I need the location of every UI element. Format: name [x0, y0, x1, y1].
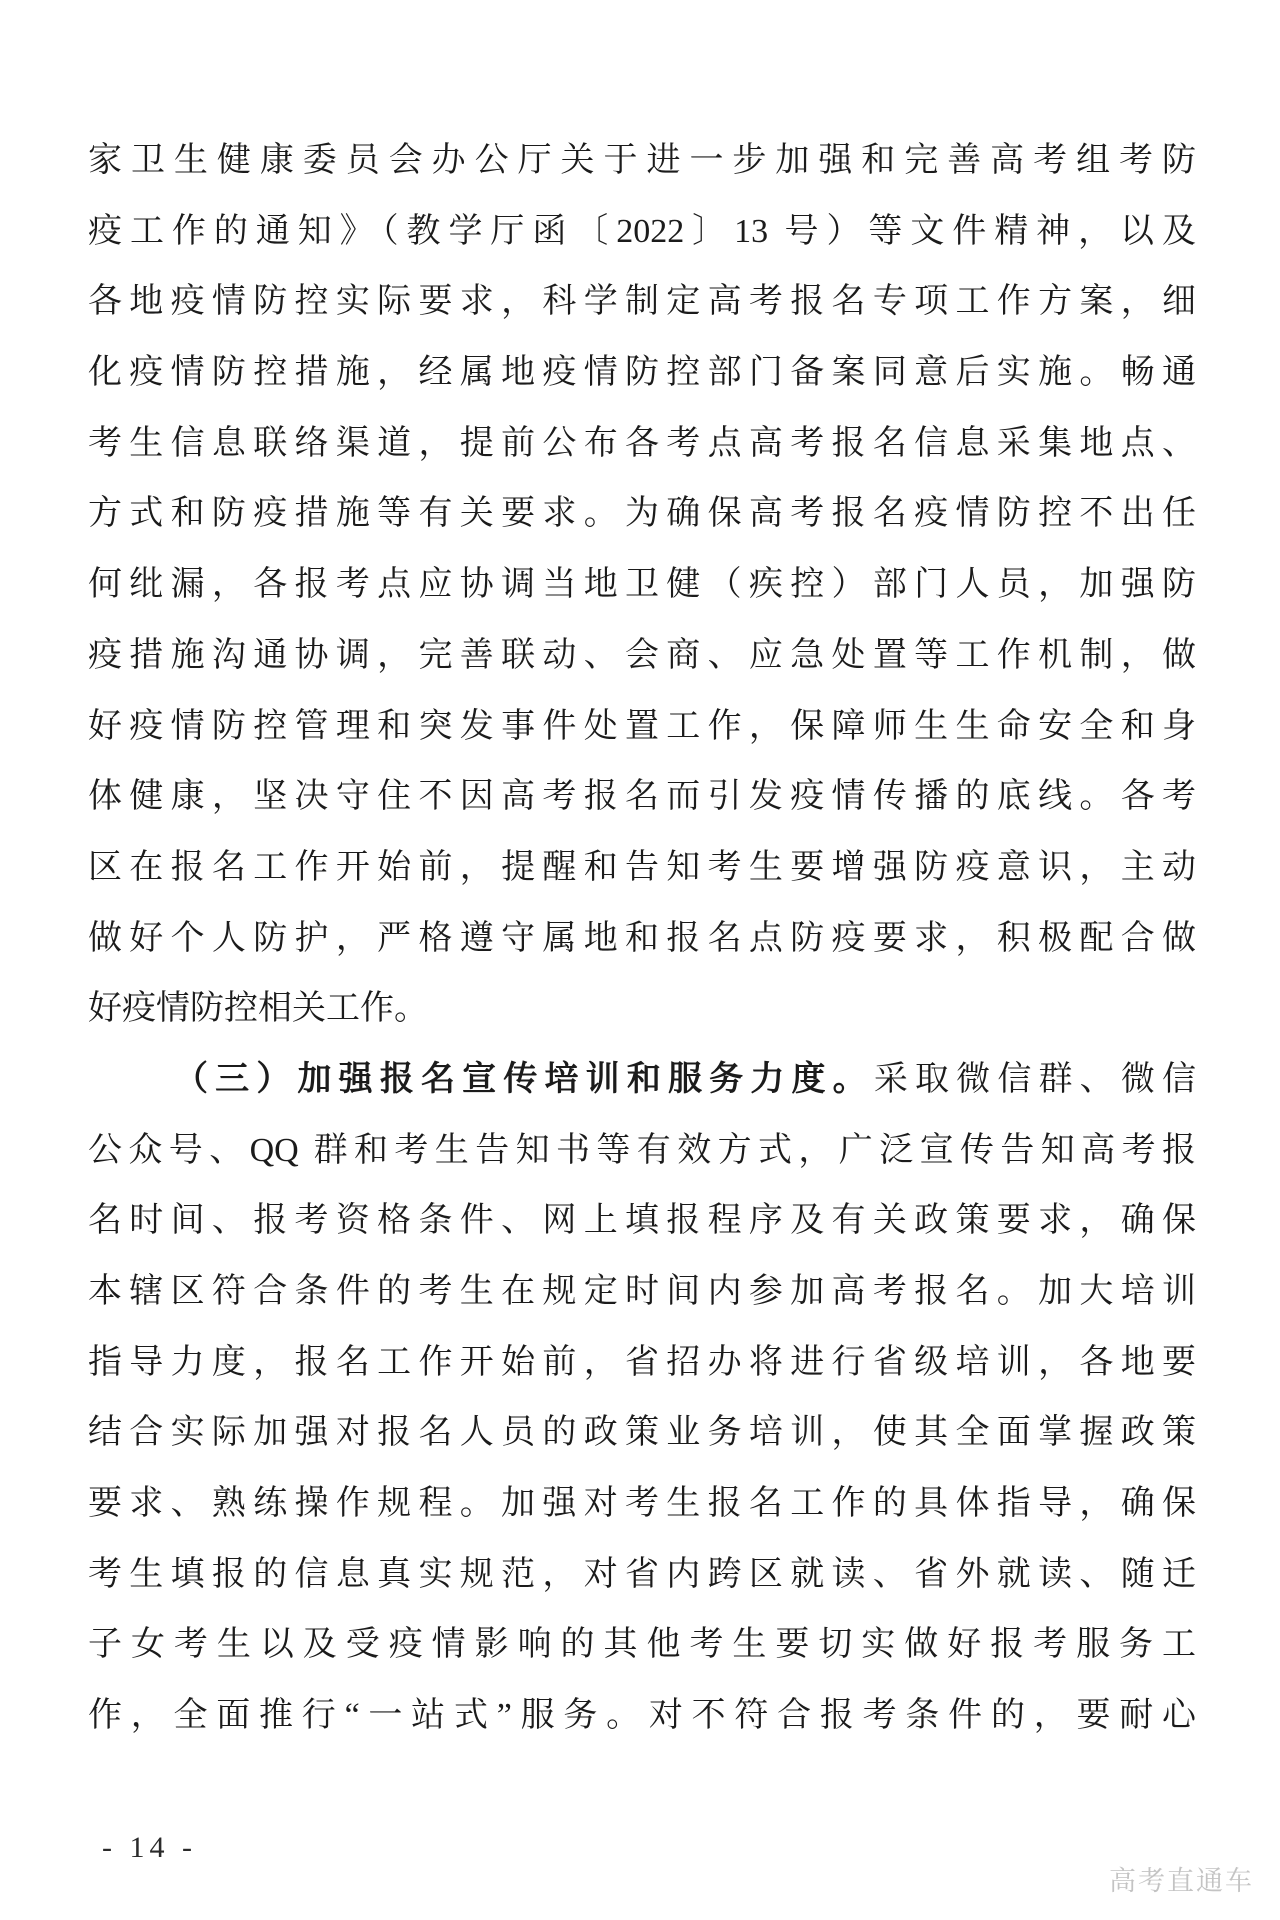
text-line: 体健康，坚决守住不因高考报名而引发疫情传播的底线。各考 [88, 778, 1196, 816]
text-line: 区在报名工作开始前，提醒和告知考生要增强防疫意识，主动 [88, 848, 1196, 886]
text-line: 子女考生以及受疫情影响的其他考生要切实做好报考服务工 [88, 1626, 1196, 1664]
paragraph-end-line: 好疫情防控相关工作。 [88, 990, 428, 1028]
text-line: 方式和防疫措施等有关要求。为确保高考报名疫情防控不出任 [88, 495, 1196, 533]
text-line: 考生填报的信息真实规范，对省内跨区就读、省外就读、随迁 [88, 1555, 1196, 1593]
text-line: 公众号、QQ 群和考生告知书等有效方式，广泛宣传告知高考报 [88, 1131, 1196, 1169]
text-line: 考生信息联络渠道，提前公布各考点高考报名信息采集地点、 [88, 424, 1196, 462]
watermark-text: 高考直通车 [1109, 1866, 1254, 1896]
text-line: 要求、熟练操作规程。加强对考生报名工作的具体指导，确保 [88, 1485, 1196, 1523]
text-line: 结合实际加强对报名人员的政策业务培训，使其全面掌握政策 [88, 1414, 1196, 1452]
text-line: 做好个人防护，严格遵守属地和报名点防疫要求，积极配合做 [88, 919, 1196, 957]
text-line: 家卫生健康委员会办公厅关于进一步加强和完善高考组考防 [88, 142, 1196, 179]
page-number: - 14 - [102, 1831, 197, 1864]
text-line: 本辖区符合条件的考生在规定时间内参加高考报名。加大培训 [88, 1273, 1196, 1310]
section-heading-bold: （三）加强报名宣传培训和服务力度。 [174, 1060, 874, 1098]
text-line: 作，全面推行“一站式”服务。对不符合报考条件的，要耐心 [88, 1697, 1196, 1735]
section-heading-rest: 采取微信群、微信 [873, 1060, 1197, 1098]
text-line: 好疫情防控管理和突发事件处置工作，保障师生生命安全和身 [88, 707, 1196, 745]
text-line: 名时间、报考资格条件、网上填报程序及有关政策要求，确保 [88, 1202, 1196, 1240]
section-heading-line [88, 1045, 1196, 1116]
text-line: 何纰漏，各报考点应协调当地卫健（疾控）部门人员，加强防 [88, 566, 1196, 604]
text-line: 疫工作的通知》（教学厅函〔2022〕13 号）等文件精神，以及 [88, 212, 1196, 250]
text-line: 化疫情防控措施，经属地疫情防控部门备案同意后实施。畅通 [88, 354, 1196, 392]
text-line: 疫措施沟通协调，完善联动、会商、应急处置等工作机制，做 [88, 636, 1196, 674]
text-line: 指导力度，报名工作开始前，省招办将进行省级培训，各地要 [88, 1343, 1196, 1381]
text-line: 各地疫情防控实际要求，科学制定高考报名专项工作方案，细 [88, 283, 1196, 321]
document-body [88, 126, 1196, 1752]
